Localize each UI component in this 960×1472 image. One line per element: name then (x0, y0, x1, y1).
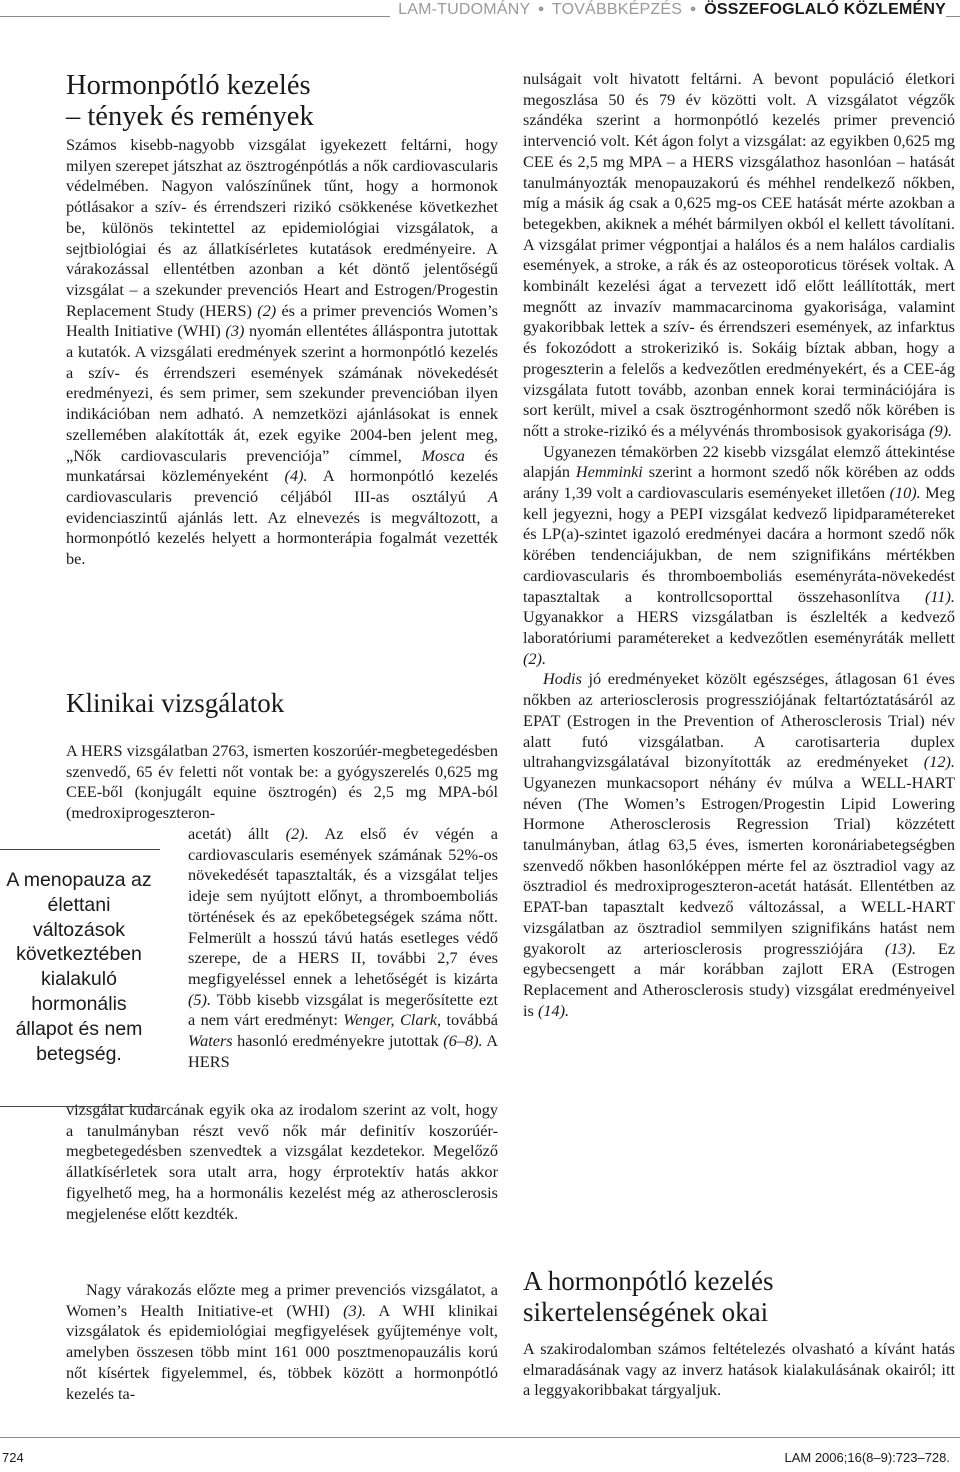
clinical-text-part-3 (66, 1100, 498, 1224)
text-run: Az első év végén a cardiovascularis események számának 52%-os növekedését tapasztalták, és a vizsgálat teljes ideje sem nyújtott előnyt, a thromboemboliás történések és az epekőbetegségek száma nőtt. Felmerült a hosszú távú hatás esetleges védő szerepe, de a HERS II, további 2,7 éves megfigyeléssel ennek a lehetőségét is kizárta (188, 824, 498, 988)
text-run: továbbá (441, 1010, 498, 1030)
header-part-1: LAM-TUDOMÁNY (398, 1, 531, 18)
text-run: nyomán ellentétes álláspontra jutottak a kutatók. A vizsgálati eredmények szerint a hormonpótló kezelés a szív- és érrendszeri események számának növekedését eredményezi, és sem primer, sem szekunder prevencióban ilyen indikációban nem adható. A nemzetközi ajánlásokat is ennek szellemében alakították át, ezek egyike 2004-ben jelent meg, „Nők cardiovascularis prevenciója” címmel, (66, 321, 498, 465)
header-part-3: ÖSSZEFOGLALÓ KÖZLEMÉNY (704, 1, 946, 18)
evidence-level: A (488, 486, 498, 506)
text-run: acetát) állt (188, 824, 286, 843)
text-run: Nagy várakozás előzte meg a primer prevenciós vizsgálatot, a Women’s Health Initiative-et (WHI) (66, 1280, 498, 1320)
text-run: és munkatársai közleményeként (66, 445, 499, 486)
author-name: Hemminki (575, 462, 643, 482)
text-run: hasonló eredményekre jutottak (232, 1031, 444, 1051)
title-line-2: – tények és remények (66, 101, 314, 132)
citation: (5). (188, 989, 212, 1009)
running-header (0, 0, 960, 26)
citation: (2). (523, 648, 547, 668)
clinical-text-part-2 (188, 824, 498, 1072)
author-name: Waters (188, 1031, 233, 1051)
text-run: A hormonpótló kezelés cardiovascularis prevenció céljából III-as osztályú (66, 466, 498, 506)
text-run: Meg kell jegyezni, hogy a PEPI vizsgálat kedvező lipidparamétereket és LP(a)-szintet igazoló eredményei dacára a hormont szedő nők körében tendenciájukban, de nem szignifikáns mértékben cardiovascularis és thromboemboliás eseményráta-növekedést tapasztaltak a kontrollcsoporttal összehasonlítva (523, 483, 955, 606)
author-name: Hodis (543, 669, 582, 689)
right-column-text (523, 69, 955, 1021)
citation: (13). (884, 938, 917, 958)
section-heading-clinical-trials: Klinikai vizsgálatok (66, 688, 285, 718)
paragraph: A HERS vizsgálatban 2763, ismerten koszorúér-megbetegedésben szenvedő, 65 év feletti nőt vontak be: a gyógyszerelés 0,625 mg CEE-ből (konjugált equine ösztrogén) és 2,5 mg MPA-ból (medroxiprogeszteron- (66, 741, 498, 823)
text-run: Ez egybecsengett a már korábban zajlott ERA (Estrogen Replacement and Atherosclerosis study) vizsgálat eredményeivel is (523, 938, 956, 1020)
text-run: nulságait volt hivatott feltárni. A bevont populáció életkori megoszlása 50 és 79 év közötti volt. A vizsgálatot végzők szándéka szerint a hormonpótló kezelés primer prevenció intervenció volt. Két ágon folyt a vizsgálat: az egyikben 0,625 mg CEE és 2,5 mg MPA – a HERS vizsgálathoz hasonlóan – hatását tanulmányozták menopauzakorú és méhhel rendelkező nőkben, míg a másik ág csak a 0,625 mg-os CEE hatását mérte azokban a betegekben, akiknek a méhét bármilyen okból el kellett távolítani. A vizsgálat primer végpontjai a halálos és a nem halálos cardialis események, a stroke, a rák és az osteoporoticus törések voltak. A kombinált kezelési ágat a tervezett idő előtt leállították, mert megnőtt az invazív mammacarcinoma gyakorisága, valamint gyakoribbak lettek a szív- és érrendszeri események, az infarktus és fokozódott a strokerizikó is. Sokáig bíztak abban, hogy a progeszterin a felelős a kedvezőtlen eredményekért, és a CEE-ág vizsgálata futott tovább, azonban ennek korai terminációjára is sort került, mivel a csak ösztrogénhormont szedő nők körében is nőtt a stroke-rizikó és a mélyvénás thrombosisok gyakorisága (523, 69, 955, 440)
footer-rule (0, 1437, 960, 1438)
failure-reasons-text (523, 1339, 955, 1401)
text-run: jó eredményeket közölt egészséges, átlagosan 61 éves nőkben az arteriosclerosis progressziójának feltartóztatásáról az EPAT (Estrogen in the Prevention of Atherosclerosis Trial) név alatt futó vizsgálatban. A carotisarteria duplex ultrahangvizsgálatával bizonyították az eredményeket (523, 669, 955, 772)
citation: (3). (343, 1300, 367, 1320)
clinical-text-part-1 (66, 741, 498, 824)
section-label (390, 1, 946, 19)
bullet-separator: ● (689, 3, 697, 15)
citation: (4). (284, 466, 308, 486)
text-run: Ugyanezen témakörben 22 kisebb vizsgálat elemző áttekintése alapján (523, 441, 955, 482)
text-run: szerint a hormont szedő nők körében az odds arány 1,39 volt a cardiovascularis eseményeket illetően (523, 462, 956, 503)
pullquote-rule-top (0, 849, 160, 850)
text-run: Több kisebb vizsgálat is megerősítette ezt a nem várt eredményt: (188, 989, 498, 1030)
paragraph (523, 69, 955, 442)
journal-citation: LAM 2006;16(8–9):723–728. (784, 1450, 950, 1465)
citation: (11). (925, 586, 955, 606)
section-heading-failure-reasons (523, 1266, 953, 1328)
paragraph (66, 1280, 498, 1404)
paragraph (523, 669, 955, 1021)
title-line-1: Hormonpótló kezelés (66, 70, 311, 101)
paragraph: vizsgálat kudarcának egyik oka az irodalom szerint az volt, hogy a tanulmányban részt vevő nők már definitív koszorúér-megbetegedésben szenvedtek a vizsgálat kezdetekor. Megelőző állatkísérletek sora utalt arra, hogy érprotektív hatás akkor figyelhető meg, ha a hormonális kezelést még az atherosclerosis megjelenése előtt kezdték. (66, 1100, 498, 1223)
header-part-2: TOVÁBBKÉPZÉS (551, 1, 683, 18)
paragraph (188, 824, 498, 1072)
text-run: Ugyanakkor a HERS vizsgálatban is észlelték a kedvező laboratóriumi paramétereket a kedvezőtlen eseményráták mellett (523, 607, 955, 647)
bullet-separator: ● (537, 3, 545, 15)
citation: (12). (923, 752, 955, 772)
text-run: evidenciaszintű ajánlás lett. Az elnevezés is megváltozott, a hormonpótló kezelés helyett a hormonterápia fogalmát vezették be. (66, 507, 498, 569)
article-title (66, 70, 506, 132)
clinical-text-part-4 (66, 1280, 498, 1404)
text-run: A HERS (188, 1031, 498, 1071)
heading-line-2: sikertelenségének okai (523, 1297, 769, 1327)
citation: (10). (889, 483, 921, 503)
paragraph: A szakirodalomban számos feltételezés olvasható a kívánt hatás elmaradásának vagy az inverz hatások kialakulásának okairól; itt a leggyakoribbakat tárgyaljuk. (523, 1339, 955, 1400)
pullquote-rule-bottom (0, 1106, 160, 1107)
intro-paragraph (66, 135, 498, 570)
pullquote: A menopauza az élettani változások következtében kialakuló hormonális állapot és nem betegség. (6, 869, 152, 1065)
text-run: Számos kisebb-nagyobb vizsgálat igyekezett feltárni, hogy milyen szerepet játszhat az ösztrogénpótlás a nők cardiovascularis védelmében. Nagyon valószínűnek tűnt, hogy a hormonok pótlásakor a szív- és érrendszeri rizikó csökkenése következhet be, különös tekintettel az epidemiológiai vizsgálatok, a sejtbiológiai és az állatkísérletes kutatások eredményeire. A várakozással ellentétben azonban a két döntő jelentőségű vizsgálat – a szekunder prevenciós Heart and Estrogen/Progestin Replacement Study (HERS) (66, 135, 498, 320)
text-run: és a primer prevenciós Women’s Health Initiative (WHI) (66, 300, 498, 341)
page-number: 724 (2, 1450, 24, 1465)
citation: (2) (257, 300, 277, 320)
paragraph (523, 442, 955, 670)
intro-text (66, 135, 498, 570)
citation: (6–8). (443, 1031, 483, 1051)
citation: (14). (537, 1000, 570, 1020)
text-run: A WHI klinikai vizsgálatok és epidemiológiai megfigyelések gyűjteménye volt, amelyben összesen több mint 161 000 posztmenopauzális korú nőt kísértek figyelemmel, és, többek között a hormonpótló kezelés ta- (66, 1300, 499, 1403)
citation: (3) (225, 321, 245, 341)
heading-line-1: A hormonpótló kezelés (523, 1266, 774, 1296)
author-name: Mosca (421, 445, 465, 465)
author-names: Wenger, Clark, (343, 1010, 442, 1030)
citation: (2). (285, 824, 309, 843)
citation: (9). (929, 420, 953, 440)
text-run: Ugyanezen munkacsoport néhány év múlva a WELL-HART néven (The Women’s Estrogen/Progestin Lipid Lowering Hormone Atherosclerosis Regression Trial) közzétett tanulmányban, átlag 63,5 éves, ismerten koronáriabetegségben szenvedő nőkben hasonlóképpen mérte fel az ösztradiol vagy az ösztradiol és medroxiprogeszteron-acetát hatását. Ellentétben az EPAT-ban tapasztalt kedvező változással, a WELL-HART vizsgálatban az ösztradiol semmilyen szignifikáns hatást nem gyakorolt az arteriosclerosis progressziójára (523, 772, 955, 958)
